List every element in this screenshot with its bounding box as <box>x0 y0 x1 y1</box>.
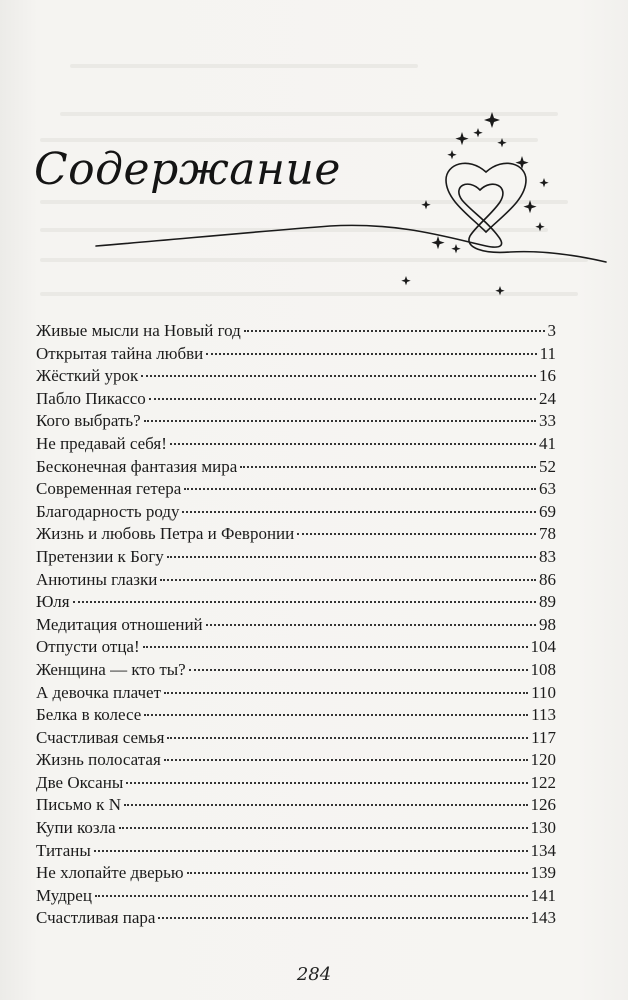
toc-entry[interactable] <box>36 456 556 479</box>
page-title: Содержание <box>34 144 341 195</box>
toc-entry-page: 89 <box>539 592 556 612</box>
toc-entry-page: 78 <box>539 524 556 544</box>
toc-entry-title: Анютины глазки <box>36 569 158 589</box>
toc-entry-title: А девочка плачет <box>36 682 162 702</box>
dot-leader <box>187 872 528 874</box>
toc-entry[interactable] <box>36 433 556 456</box>
toc-entry-title: Письмо к N <box>36 795 121 815</box>
dot-leader <box>244 330 545 332</box>
dot-leader <box>167 737 528 739</box>
toc-entry[interactable] <box>36 343 556 366</box>
sparkle-stars-icon <box>401 112 548 295</box>
toc-entry-page: 108 <box>530 659 556 679</box>
toc-entry[interactable] <box>36 478 556 501</box>
toc-entry[interactable] <box>36 501 556 524</box>
toc-entry-page: 130 <box>530 818 556 838</box>
toc-entry-page: 24 <box>539 388 556 408</box>
toc-entry-title: Белка в колесе <box>36 705 142 725</box>
toc-entry-page: 83 <box>539 546 556 566</box>
toc-entry-page: 63 <box>539 479 556 499</box>
dot-leader <box>189 669 528 671</box>
toc-entry-title: Жизнь и любовь Петра и Февронии <box>36 524 295 544</box>
toc-entry[interactable] <box>36 410 556 433</box>
table-of-contents <box>36 320 556 930</box>
toc-entry-title: Кого выбрать? <box>36 411 141 431</box>
toc-entry[interactable] <box>36 614 556 637</box>
toc-entry[interactable] <box>36 569 556 592</box>
toc-entry-page: 16 <box>539 366 556 386</box>
toc-entry-title: Титаны <box>36 840 91 860</box>
toc-entry[interactable] <box>36 727 556 750</box>
toc-entry-page: 143 <box>530 908 556 928</box>
dot-leader <box>149 398 536 400</box>
toc-entry-page: 11 <box>539 343 556 363</box>
toc-entry-page: 98 <box>539 614 556 634</box>
toc-entry-title: Жизнь полосатая <box>36 750 161 770</box>
page-number: 284 <box>296 964 332 985</box>
toc-entry-title: Счастливая семья <box>36 727 165 747</box>
toc-entry[interactable] <box>36 704 556 727</box>
toc-entry-title: Отпусти отца! <box>36 637 140 657</box>
toc-entry-page: 33 <box>539 411 556 431</box>
dot-leader <box>94 850 528 852</box>
toc-entry-title: Не предавай себя! <box>36 433 167 453</box>
dot-leader <box>124 804 528 806</box>
dot-leader <box>164 692 528 694</box>
toc-entry[interactable] <box>36 862 556 885</box>
toc-entry-page: 86 <box>539 569 556 589</box>
dot-leader <box>160 579 536 581</box>
toc-entry[interactable] <box>36 749 556 772</box>
toc-entry-page: 139 <box>530 863 556 883</box>
toc-entry-page: 3 <box>547 321 556 340</box>
toc-entry-page: 69 <box>539 501 556 521</box>
toc-entry-page: 110 <box>531 682 556 702</box>
dot-leader <box>167 556 536 558</box>
toc-entry-title: Пабло Пикассо <box>36 388 146 408</box>
toc-entry-page: 126 <box>530 795 556 815</box>
toc-entry-title: Открытая тайна любви <box>36 343 204 363</box>
flourish-line-icon <box>96 184 606 262</box>
toc-entry[interactable] <box>36 885 556 908</box>
toc-entry[interactable] <box>36 636 556 659</box>
toc-entry-title: Медитация отношений <box>36 614 203 634</box>
toc-entry-title: Счастливая пара <box>36 908 156 928</box>
toc-entry[interactable] <box>36 682 556 705</box>
toc-entry-title: Претензии к Богу <box>36 546 164 566</box>
toc-entry-title: Юля <box>36 592 70 612</box>
toc-entry-title: Две Оксаны <box>36 772 124 792</box>
toc-entry[interactable] <box>36 388 556 411</box>
dot-leader <box>144 420 536 422</box>
toc-entry-page: 117 <box>531 727 556 747</box>
toc-entry[interactable] <box>36 772 556 795</box>
toc-entry-title: Современная гетера <box>36 479 182 499</box>
dot-leader <box>182 511 536 513</box>
toc-entry-title: Мудрец <box>36 885 92 905</box>
dot-leader <box>73 601 536 603</box>
toc-entry-page: 52 <box>539 456 556 476</box>
dot-leader <box>297 533 536 535</box>
toc-entry[interactable] <box>36 659 556 682</box>
toc-entry-page: 122 <box>530 772 556 792</box>
toc-entry-title: Благодарность роду <box>36 501 180 521</box>
dot-leader <box>240 466 536 468</box>
toc-entry-title: Не хлопайте дверью <box>36 863 184 883</box>
toc-entry[interactable] <box>36 523 556 546</box>
toc-entry[interactable] <box>36 794 556 817</box>
dot-leader <box>95 895 528 897</box>
dot-leader <box>119 827 528 829</box>
toc-entry[interactable] <box>36 591 556 614</box>
toc-entry-title: Живые мысли на Новый год <box>36 321 241 340</box>
toc-entry-page: 141 <box>530 885 556 905</box>
toc-entry[interactable] <box>36 907 556 930</box>
toc-entry[interactable] <box>36 365 556 388</box>
toc-entry-page: 41 <box>539 433 556 453</box>
dot-leader <box>184 488 536 490</box>
toc-entry-page: 120 <box>530 750 556 770</box>
dot-leader <box>206 624 536 626</box>
toc-entry[interactable] <box>36 817 556 840</box>
dot-leader <box>170 443 536 445</box>
dot-leader <box>141 375 536 377</box>
toc-entry[interactable] <box>36 840 556 863</box>
toc-entry[interactable] <box>36 546 556 569</box>
toc-entry-page: 104 <box>530 637 556 657</box>
toc-entry-title: Купи козла <box>36 818 116 838</box>
toc-entry[interactable] <box>36 320 556 343</box>
toc-entry-title: Жёсткий урок <box>36 366 139 386</box>
dot-leader <box>143 646 528 648</box>
dot-leader <box>144 714 528 716</box>
toc-entry-title: Бесконечная фантазия мира <box>36 456 238 476</box>
dot-leader <box>126 782 527 784</box>
dot-leader <box>164 759 528 761</box>
dot-leader <box>158 917 527 919</box>
toc-entry-title: Женщина — кто ты? <box>36 659 186 679</box>
toc-entry-page: 113 <box>531 705 556 725</box>
toc-entry-page: 134 <box>530 840 556 860</box>
dot-leader <box>206 353 536 355</box>
